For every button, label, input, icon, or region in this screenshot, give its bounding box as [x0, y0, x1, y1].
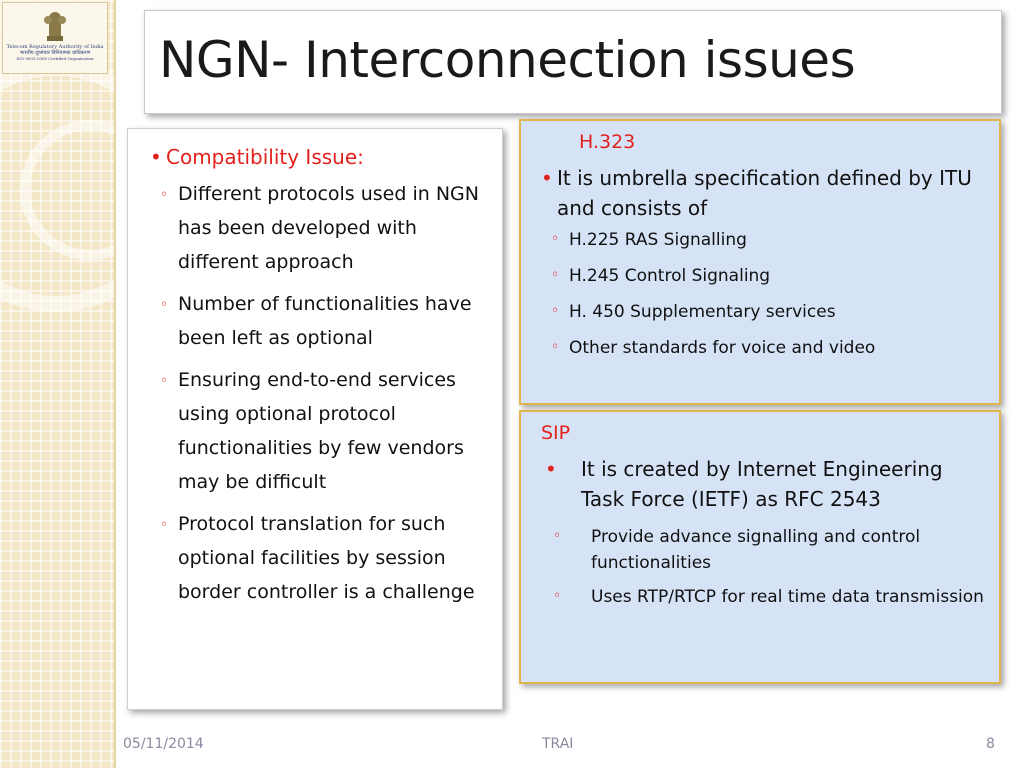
decorative-sidebar: [0, 0, 116, 768]
list-item-text: Provide advance signalling and control functionalities: [591, 527, 921, 573]
bullet-dot-icon: •: [545, 457, 557, 481]
list-item: [539, 263, 989, 289]
bullet-ring-icon: ◦: [551, 267, 560, 283]
logo-text-hi: भारतीय दूरसंचार विनियामक प्राधिकरण: [19, 50, 91, 56]
list-item: [148, 507, 492, 609]
list-item: [539, 299, 989, 325]
list-item-text: Different protocols used in NGN has been developed with different approach: [178, 183, 479, 273]
bullet-ring-icon: ◦: [551, 231, 560, 247]
bullet-dot-icon: •: [150, 145, 162, 169]
trai-logo: [2, 2, 108, 74]
sip-heading: SIP: [541, 422, 571, 444]
list-item-text: Other standards for voice and video: [569, 338, 876, 358]
sip-bullet-text: It is created by Internet Engineering Task Force (IETF) as RFC 2543: [581, 457, 943, 511]
list-item: [539, 335, 989, 361]
list-item: [148, 177, 492, 279]
title-box: [144, 10, 1002, 114]
list-item-text: Protocol translation for such optional facilities by session border controller is a challenge: [178, 513, 475, 603]
list-item: [148, 287, 492, 355]
logo-text-iso: ISO 9001:2008 Certified Organisation: [16, 56, 94, 61]
footer-date: 05/11/2014: [123, 736, 204, 752]
slide-number: 8: [986, 736, 995, 752]
list-item: [539, 227, 989, 253]
compatibility-heading-text: Compatibility Issue:: [166, 145, 364, 169]
footer-org: TRAI: [542, 736, 574, 752]
sip-bullet: [539, 454, 989, 514]
h323-panel: [519, 119, 1001, 405]
list-item: [148, 363, 492, 499]
compatibility-heading: [148, 143, 492, 171]
h323-bullet-text: It is umbrella specification defined by ITU and consists of: [557, 166, 972, 220]
list-item: [539, 584, 989, 610]
bullet-ring-icon: ◦: [551, 303, 560, 319]
bullet-dot-icon: •: [541, 166, 553, 190]
compatibility-panel: [127, 128, 503, 710]
bullet-ring-icon: ◦: [160, 297, 169, 313]
sip-panel: [519, 410, 1001, 684]
bullet-ring-icon: ◦: [160, 373, 169, 389]
list-item-text: H.245 Control Signaling: [569, 266, 771, 286]
emblem-icon: [38, 6, 72, 44]
list-item-text: H.225 RAS Signalling: [569, 230, 747, 250]
bullet-ring-icon: ◦: [553, 528, 562, 544]
logo-text-en: Telecom Regulatory Authority of India: [6, 44, 104, 50]
list-item: [539, 524, 989, 576]
list-item-text: H. 450 Supplementary services: [569, 302, 836, 322]
bullet-ring-icon: ◦: [160, 517, 169, 533]
list-item-text: Ensuring end-to-end services using optional protocol functionalities by few vendors may be difficult: [178, 369, 464, 493]
list-item-text: Number of functionalities have been left as optional: [178, 293, 472, 349]
slide-title: NGN- Interconnection issues: [159, 31, 856, 89]
h323-heading: H.323: [579, 131, 636, 153]
h323-bullet: [539, 163, 989, 223]
bullet-ring-icon: ◦: [551, 339, 560, 355]
bullet-ring-icon: ◦: [160, 187, 169, 203]
bullet-ring-icon: ◦: [553, 588, 562, 604]
list-item-text: Uses RTP/RTCP for real time data transmission: [591, 587, 984, 607]
